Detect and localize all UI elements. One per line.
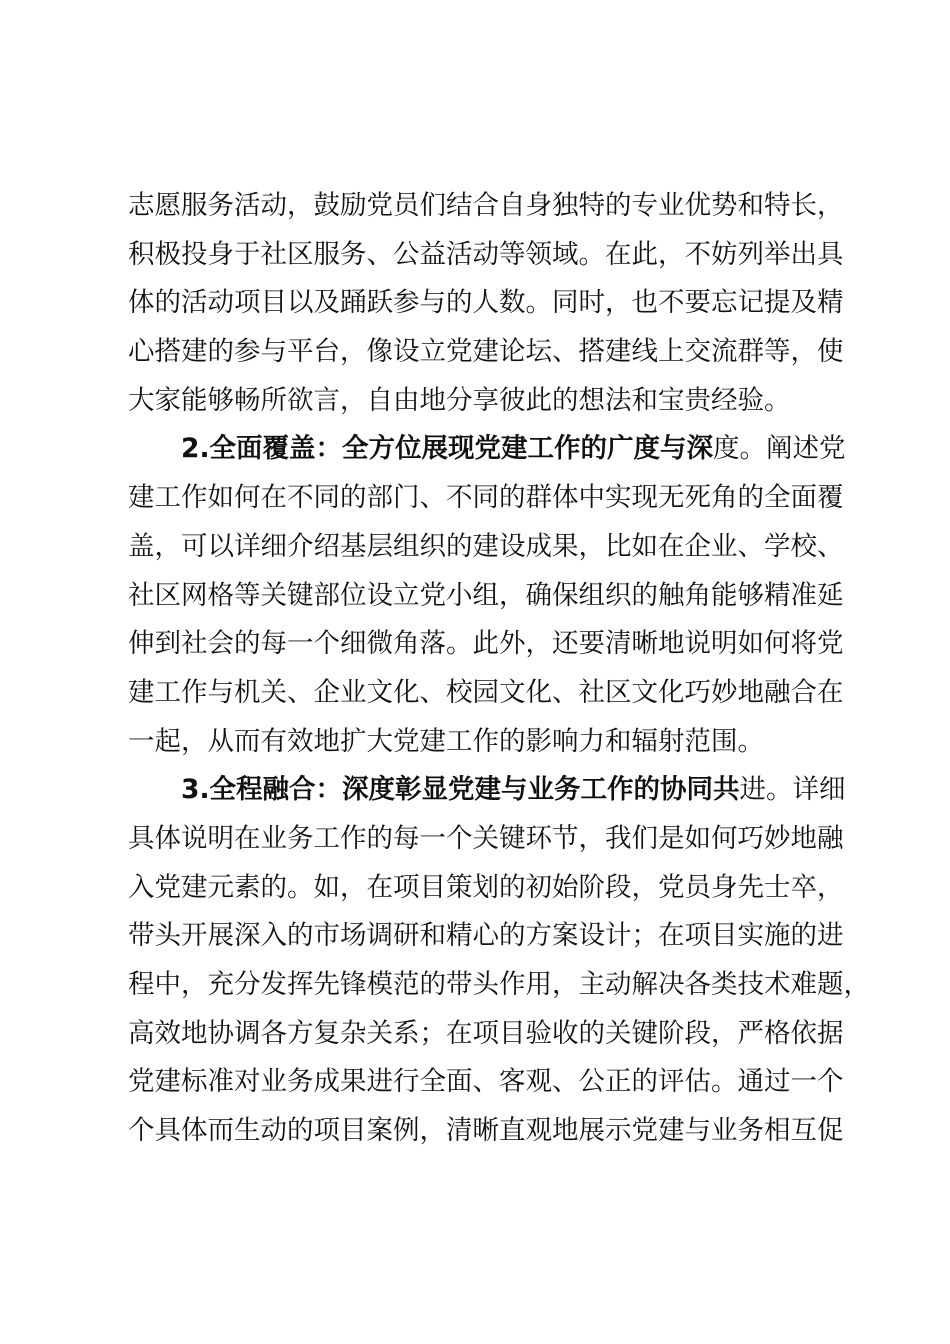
paragraph-full-integration	[128, 766, 870, 1156]
heading-continuation: 进。详细	[739, 774, 846, 806]
section-heading-full-coverage: 2.全面覆盖：全方位展现党建工作的广度与深	[181, 433, 714, 465]
text-line: 体的活动项目以及踊跃参与的人数。同时，也不要忘记提及精	[128, 287, 844, 319]
text-line: 程中，充分发挥先锋模范的带头作用，主动解决各类技术难题，	[128, 969, 870, 1000]
text-line: 大家能够畅所欲言，自由地分享彼此的想法和宝贵经验。	[128, 384, 791, 416]
paragraph-full-coverage	[128, 425, 848, 766]
text-line: 伸到社会的每一个细微角落。此外，还要清晰地说明如何将党	[128, 628, 844, 660]
document-body	[128, 182, 870, 1156]
paragraph-first-line	[128, 425, 848, 474]
text-line: 社区网格等关键部位设立党小组，确保组织的触角能够精准延	[128, 579, 844, 611]
text-line: 具体说明在业务工作的每一个关键环节，我们是如何巧妙地融	[128, 822, 844, 854]
section-heading-full-integration: 3.全程融合：深度彰显党建与业务工作的协同共	[181, 774, 740, 806]
text-line: 积极投身于社区服务、公益活动等领域。在此，不妨列举出具	[128, 238, 844, 270]
text-line: 建工作如何在不同的部门、不同的群体中实现无死角的全面覆	[128, 482, 844, 514]
text-line: 入党建元素的。如，在项目策划的初始阶段，党员身先士卒，	[128, 871, 844, 903]
text-line: 党建标准对业务成果进行全面、客观、公正的评估。通过一个	[128, 1066, 844, 1098]
text-line: 志愿服务活动，鼓励党员们结合自身独特的专业优势和特长，	[128, 190, 844, 221]
paragraph-volunteer-service	[128, 182, 848, 425]
text-line: 建工作与机关、企业文化、校园文化、社区文化巧妙地融合在	[128, 676, 844, 708]
text-line: 带头开展深入的市场调研和精心的方案设计；在项目实施的进	[128, 920, 844, 952]
text-line: 一起，从而有效地扩大党建工作的影响力和辐射范围。	[128, 725, 764, 757]
text-line: 高效地协调各方复杂关系；在项目验收的关键阶段，严格依据	[128, 1017, 844, 1049]
paragraph-first-line	[128, 766, 848, 815]
text-line: 个具体而生动的项目案例，清晰直观地展示党建与业务相互促	[128, 1115, 844, 1147]
heading-continuation: 度。阐述党	[713, 433, 846, 465]
text-line: 盖，可以详细介绍基层组织的建设成果，比如在企业、学校、	[128, 530, 844, 562]
text-line: 心搭建的参与平台，像设立党建论坛、搭建线上交流群等，使	[128, 336, 844, 368]
